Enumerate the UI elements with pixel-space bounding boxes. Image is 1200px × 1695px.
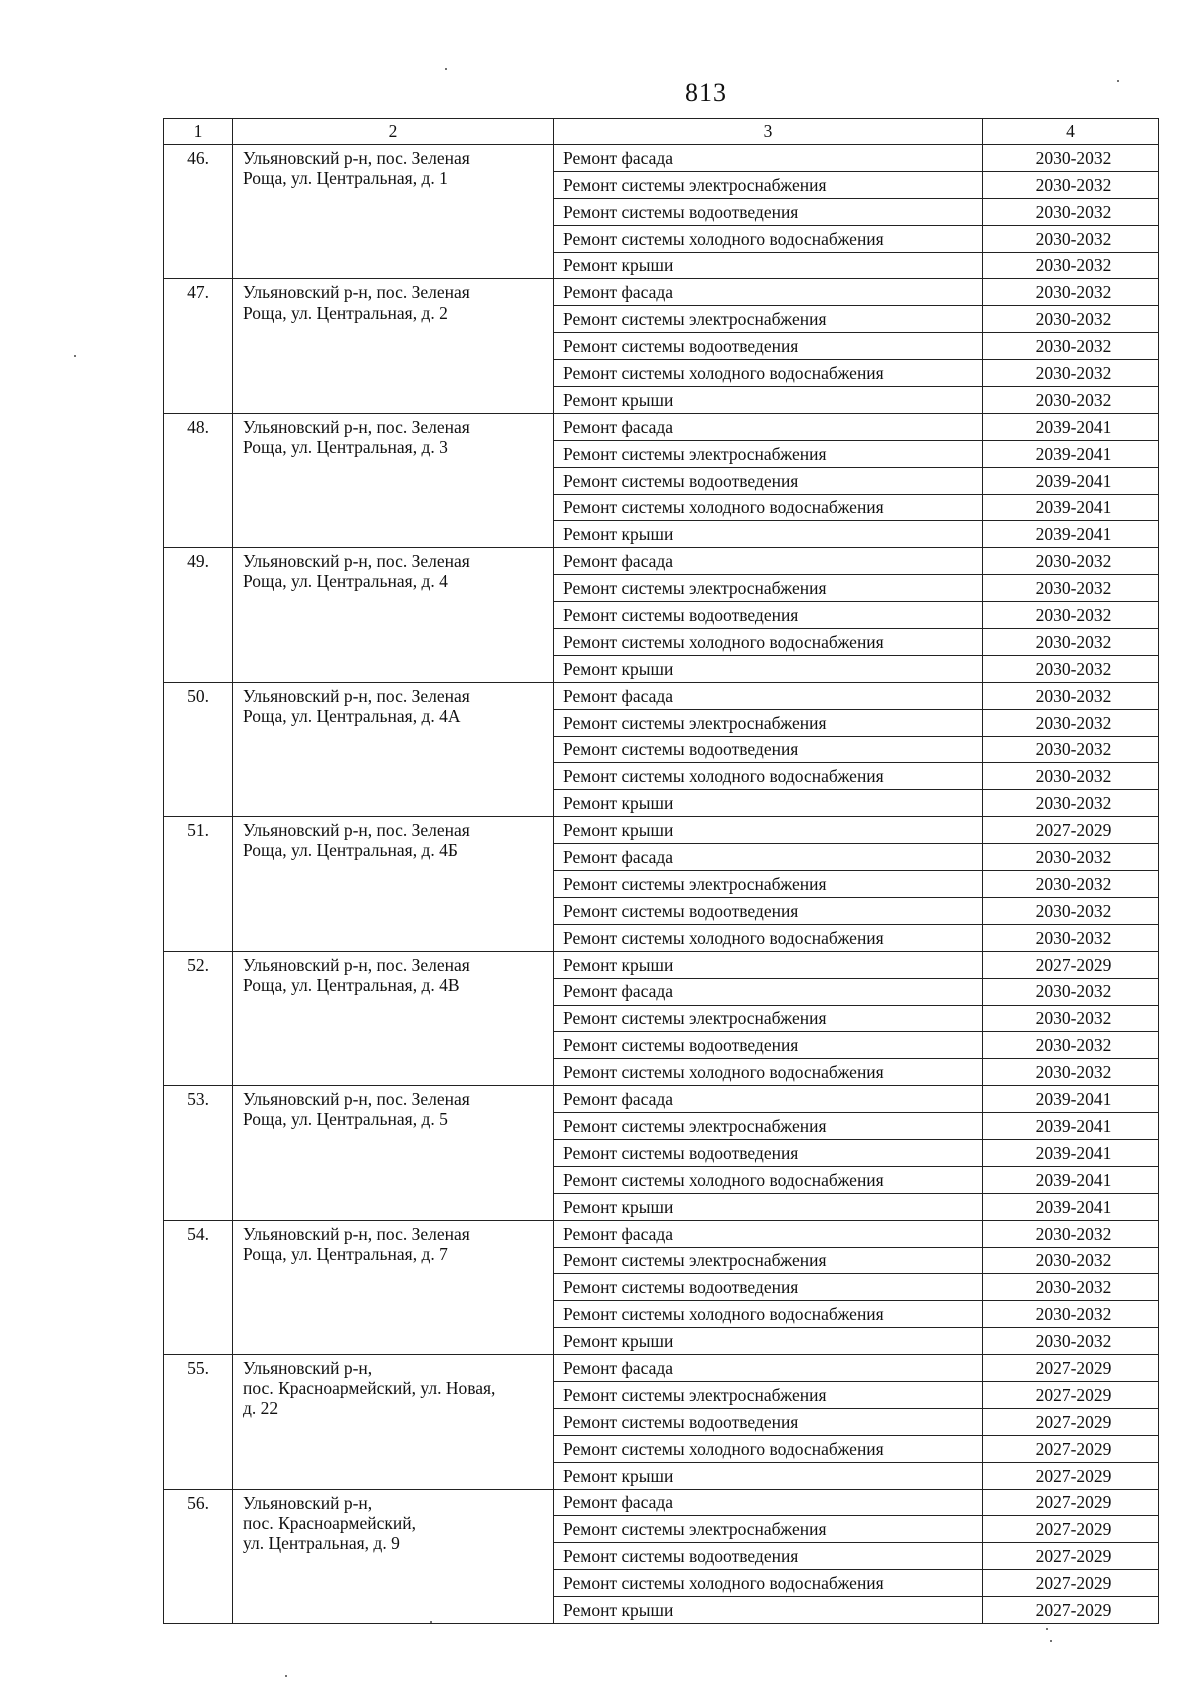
work-period: 2030-2032 [983,198,1159,225]
entry-address: Ульяновский р-н, пос. Зеленая Роща, ул. Центральная, д. 7 [233,1220,554,1354]
work-type: Ремонт системы электроснабжения [554,306,983,333]
work-type: Ремонт системы холодного водоснабжения [554,1059,983,1086]
work-period: 2030-2032 [983,279,1159,306]
work-type: Ремонт системы водоотведения [554,198,983,225]
work-type: Ремонт системы холодного водоснабжения [554,1570,983,1597]
work-type: Ремонт системы холодного водоснабжения [554,1435,983,1462]
work-period: 2039-2041 [983,440,1159,467]
work-period: 2039-2041 [983,1086,1159,1113]
work-type: Ремонт системы водоотведения [554,1274,983,1301]
work-period: 2030-2032 [983,225,1159,252]
entry-address: Ульяновский р-н, пос. Зеленая Роща, ул. Центральная, д. 4В [233,951,554,1085]
column-header-1: 1 [164,119,233,145]
work-period: 2030-2032 [983,655,1159,682]
entry-number: 56. [164,1489,233,1623]
work-period: 2027-2029 [983,951,1159,978]
work-period: 2030-2032 [983,333,1159,360]
column-header-4: 4 [983,119,1159,145]
work-type: Ремонт фасада [554,1086,983,1113]
work-type: Ремонт фасада [554,548,983,575]
entry-number: 51. [164,817,233,951]
work-period: 2030-2032 [983,575,1159,602]
work-period: 2030-2032 [983,844,1159,871]
work-type: Ремонт фасада [554,1220,983,1247]
entry-number: 50. [164,682,233,816]
work-period: 2039-2041 [983,494,1159,521]
work-type: Ремонт крыши [554,387,983,414]
entry-address: Ульяновский р-н, пос. Зеленая Роща, ул. Центральная, д. 4 [233,548,554,682]
entry-address: Ульяновский р-н, пос. Зеленая Роща, ул. Центральная, д. 2 [233,279,554,413]
table-row [164,413,1159,440]
table-row [164,1220,1159,1247]
entry-number: 49. [164,548,233,682]
work-type: Ремонт фасада [554,145,983,172]
work-period: 2030-2032 [983,1005,1159,1032]
work-period: 2039-2041 [983,1193,1159,1220]
work-type: Ремонт крыши [554,655,983,682]
work-type: Ремонт системы холодного водоснабжения [554,225,983,252]
work-period: 2039-2041 [983,1166,1159,1193]
scan-speck [430,1621,432,1623]
table-row [164,951,1159,978]
page-number: 813 [685,78,727,107]
work-type: Ремонт крыши [554,252,983,279]
work-period: 2027-2029 [983,1355,1159,1382]
scan-speck [1050,1640,1052,1642]
entry-number: 53. [164,1086,233,1220]
work-period: 2030-2032 [983,763,1159,790]
work-type: Ремонт крыши [554,817,983,844]
entry-number: 54. [164,1220,233,1354]
scan-speck [285,1675,287,1677]
work-period: 2027-2029 [983,1570,1159,1597]
work-period: 2030-2032 [983,1059,1159,1086]
entry-address: Ульяновский р-н, пос. Красноармейский, ул. Новая, д. 22 [233,1355,554,1489]
work-period: 2030-2032 [983,602,1159,629]
work-period: 2030-2032 [983,682,1159,709]
work-period: 2030-2032 [983,629,1159,656]
work-type: Ремонт системы водоотведения [554,333,983,360]
repair-schedule-table [163,118,1159,1624]
work-type: Ремонт крыши [554,1597,983,1624]
entry-address: Ульяновский р-н, пос. Зеленая Роща, ул. Центральная, д. 1 [233,145,554,279]
entry-number: 47. [164,279,233,413]
table-row [164,145,1159,172]
entry-number: 48. [164,413,233,547]
work-period: 2039-2041 [983,1113,1159,1140]
repair-schedule-table-container [163,118,1158,1624]
work-period: 2030-2032 [983,1247,1159,1274]
work-period: 2030-2032 [983,1328,1159,1355]
work-type: Ремонт крыши [554,1193,983,1220]
work-type: Ремонт крыши [554,790,983,817]
work-period: 2027-2029 [983,1462,1159,1489]
column-header-3: 3 [554,119,983,145]
work-type: Ремонт системы водоотведения [554,467,983,494]
entry-address: Ульяновский р-н, пос. Красноармейский, ул. Центральная, д. 9 [233,1489,554,1623]
work-type: Ремонт системы электроснабжения [554,575,983,602]
work-period: 2039-2041 [983,1139,1159,1166]
work-period: 2030-2032 [983,1032,1159,1059]
work-period: 2030-2032 [983,1301,1159,1328]
table-body [164,145,1159,1624]
entry-address: Ульяновский р-н, пос. Зеленая Роща, ул. Центральная, д. 3 [233,413,554,547]
work-period: 2039-2041 [983,467,1159,494]
entry-number: 55. [164,1355,233,1489]
work-period: 2030-2032 [983,736,1159,763]
work-period: 2030-2032 [983,1274,1159,1301]
work-period: 2027-2029 [983,1381,1159,1408]
work-type: Ремонт системы холодного водоснабжения [554,1166,983,1193]
column-header-2: 2 [233,119,554,145]
work-type: Ремонт системы электроснабжения [554,1113,983,1140]
work-type: Ремонт фасада [554,413,983,440]
work-type: Ремонт системы водоотведения [554,1139,983,1166]
work-period: 2030-2032 [983,306,1159,333]
work-type: Ремонт системы электроснабжения [554,440,983,467]
work-type: Ремонт системы водоотведения [554,602,983,629]
work-type: Ремонт фасада [554,682,983,709]
work-type: Ремонт системы электроснабжения [554,1381,983,1408]
work-period: 2030-2032 [983,145,1159,172]
work-period: 2027-2029 [983,817,1159,844]
table-row [164,1355,1159,1382]
work-type: Ремонт системы холодного водоснабжения [554,924,983,951]
work-type: Ремонт фасада [554,844,983,871]
work-type: Ремонт системы водоотведения [554,1408,983,1435]
work-period: 2030-2032 [983,360,1159,387]
work-type: Ремонт системы электроснабжения [554,171,983,198]
work-period: 2027-2029 [983,1408,1159,1435]
work-period: 2030-2032 [983,171,1159,198]
entry-address: Ульяновский р-н, пос. Зеленая Роща, ул. Центральная, д. 4А [233,682,554,816]
work-period: 2030-2032 [983,709,1159,736]
scan-speck [74,355,76,357]
table-row [164,548,1159,575]
work-type: Ремонт системы водоотведения [554,1543,983,1570]
work-period: 2027-2029 [983,1516,1159,1543]
work-period: 2030-2032 [983,978,1159,1005]
table-row [164,817,1159,844]
entry-address: Ульяновский р-н, пос. Зеленая Роща, ул. Центральная, д. 5 [233,1086,554,1220]
work-type: Ремонт крыши [554,521,983,548]
work-period: 2027-2029 [983,1543,1159,1570]
entry-address: Ульяновский р-н, пос. Зеленая Роща, ул. Центральная, д. 4Б [233,817,554,951]
work-period: 2030-2032 [983,924,1159,951]
entry-number: 52. [164,951,233,1085]
work-type: Ремонт системы электроснабжения [554,1247,983,1274]
work-type: Ремонт системы водоотведения [554,897,983,924]
work-type: Ремонт системы холодного водоснабжения [554,360,983,387]
work-type: Ремонт системы водоотведения [554,736,983,763]
table-row [164,279,1159,306]
work-type: Ремонт фасада [554,978,983,1005]
work-period: 2027-2029 [983,1489,1159,1516]
work-type: Ремонт системы холодного водоснабжения [554,494,983,521]
work-period: 2039-2041 [983,413,1159,440]
work-type: Ремонт системы холодного водоснабжения [554,763,983,790]
work-type: Ремонт фасада [554,279,983,306]
work-type: Ремонт фасада [554,1355,983,1382]
scan-speck [1046,1628,1048,1630]
work-type: Ремонт системы электроснабжения [554,709,983,736]
work-period: 2030-2032 [983,790,1159,817]
work-type: Ремонт системы холодного водоснабжения [554,629,983,656]
work-period: 2030-2032 [983,387,1159,414]
work-period: 2030-2032 [983,897,1159,924]
work-period: 2039-2041 [983,521,1159,548]
work-period: 2027-2029 [983,1597,1159,1624]
work-period: 2030-2032 [983,1220,1159,1247]
scan-speck [445,68,447,70]
work-type: Ремонт системы электроснабжения [554,1005,983,1032]
work-type: Ремонт системы водоотведения [554,1032,983,1059]
work-type: Ремонт системы холодного водоснабжения [554,1301,983,1328]
work-type: Ремонт фасада [554,1489,983,1516]
table-row [164,1086,1159,1113]
table-row [164,682,1159,709]
entry-number: 46. [164,145,233,279]
work-period: 2027-2029 [983,1435,1159,1462]
work-type: Ремонт системы электроснабжения [554,871,983,898]
work-type: Ремонт крыши [554,951,983,978]
work-period: 2030-2032 [983,548,1159,575]
work-type: Ремонт крыши [554,1462,983,1489]
scan-speck [1117,80,1119,82]
header-row [164,119,1159,145]
work-type: Ремонт крыши [554,1328,983,1355]
table-row [164,1489,1159,1516]
work-period: 2030-2032 [983,871,1159,898]
work-period: 2030-2032 [983,252,1159,279]
work-type: Ремонт системы электроснабжения [554,1516,983,1543]
